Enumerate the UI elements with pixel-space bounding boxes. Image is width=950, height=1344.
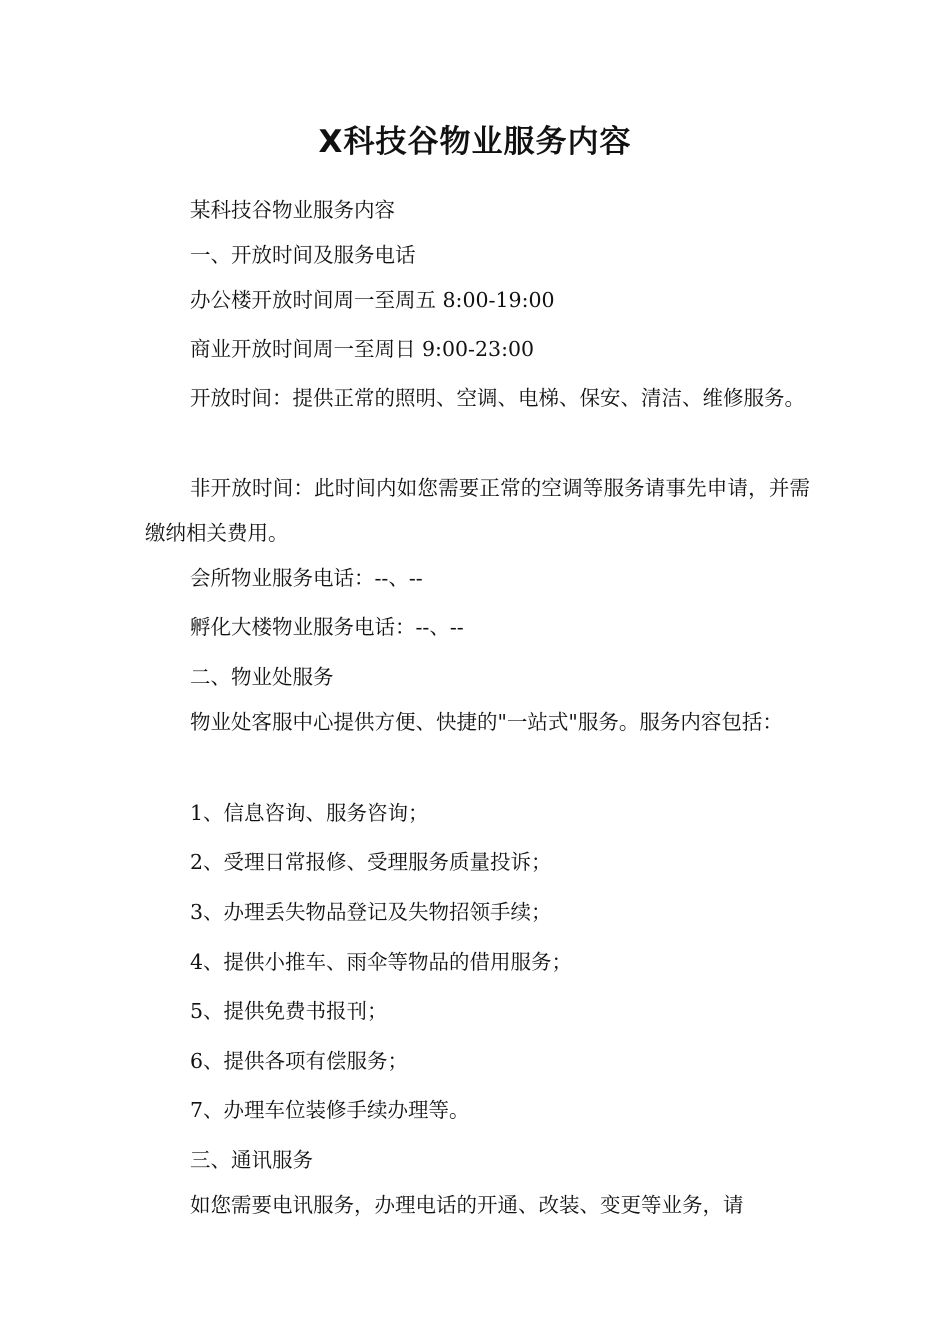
paragraph-office-hours: 办公楼开放时间周一至周五 8:00-19:00 xyxy=(190,288,555,312)
list-item: 6、提供各项有偿服务； xyxy=(190,1049,409,1073)
paragraph-non-open-time: 非开放时间：此时间内如您需要正常的空调等服务请事先申请，并需缴纳相关费用。 xyxy=(145,476,810,545)
paragraph-telecom: 如您需要电讯服务，办理电话的开通、改装、变更等业务，请 xyxy=(190,1193,744,1217)
list-item: 5、提供免费书报刊； xyxy=(190,999,388,1023)
paragraph-intro: 某科技谷物业服务内容 xyxy=(190,198,395,222)
list-item: 4、提供小推车、雨伞等物品的借用服务； xyxy=(190,950,573,974)
section-heading-telecom: 三、通讯服务 xyxy=(190,1148,313,1172)
list-item: 7、办理车位装修手续办理等。 xyxy=(190,1098,470,1122)
document-title: X科技谷物业服务内容 xyxy=(318,124,632,160)
paragraph-incubator-phone: 孵化大楼物业服务电话：--、-- xyxy=(190,615,464,639)
paragraph-clubhouse-phone: 会所物业服务电话：--、-- xyxy=(190,566,423,590)
list-item: 3、办理丢失物品登记及失物招领手续； xyxy=(190,900,552,924)
list-item: 1、信息咨询、服务咨询； xyxy=(190,801,429,825)
paragraph-open-time: 开放时间：提供正常的照明、空调、电梯、保安、清洁、维修服务。 xyxy=(190,386,805,410)
paragraph-commercial-hours: 商业开放时间周一至周日 9:00-23:00 xyxy=(190,337,535,361)
list-item: 2、受理日常报修、受理服务质量投诉； xyxy=(190,850,552,874)
section-heading-hours: 一、开放时间及服务电话 xyxy=(190,243,416,267)
paragraph-service-center: 物业处客服中心提供方便、快捷的"一站式"服务。服务内容包括： xyxy=(190,710,783,734)
section-heading-property: 二、物业处服务 xyxy=(190,665,334,689)
